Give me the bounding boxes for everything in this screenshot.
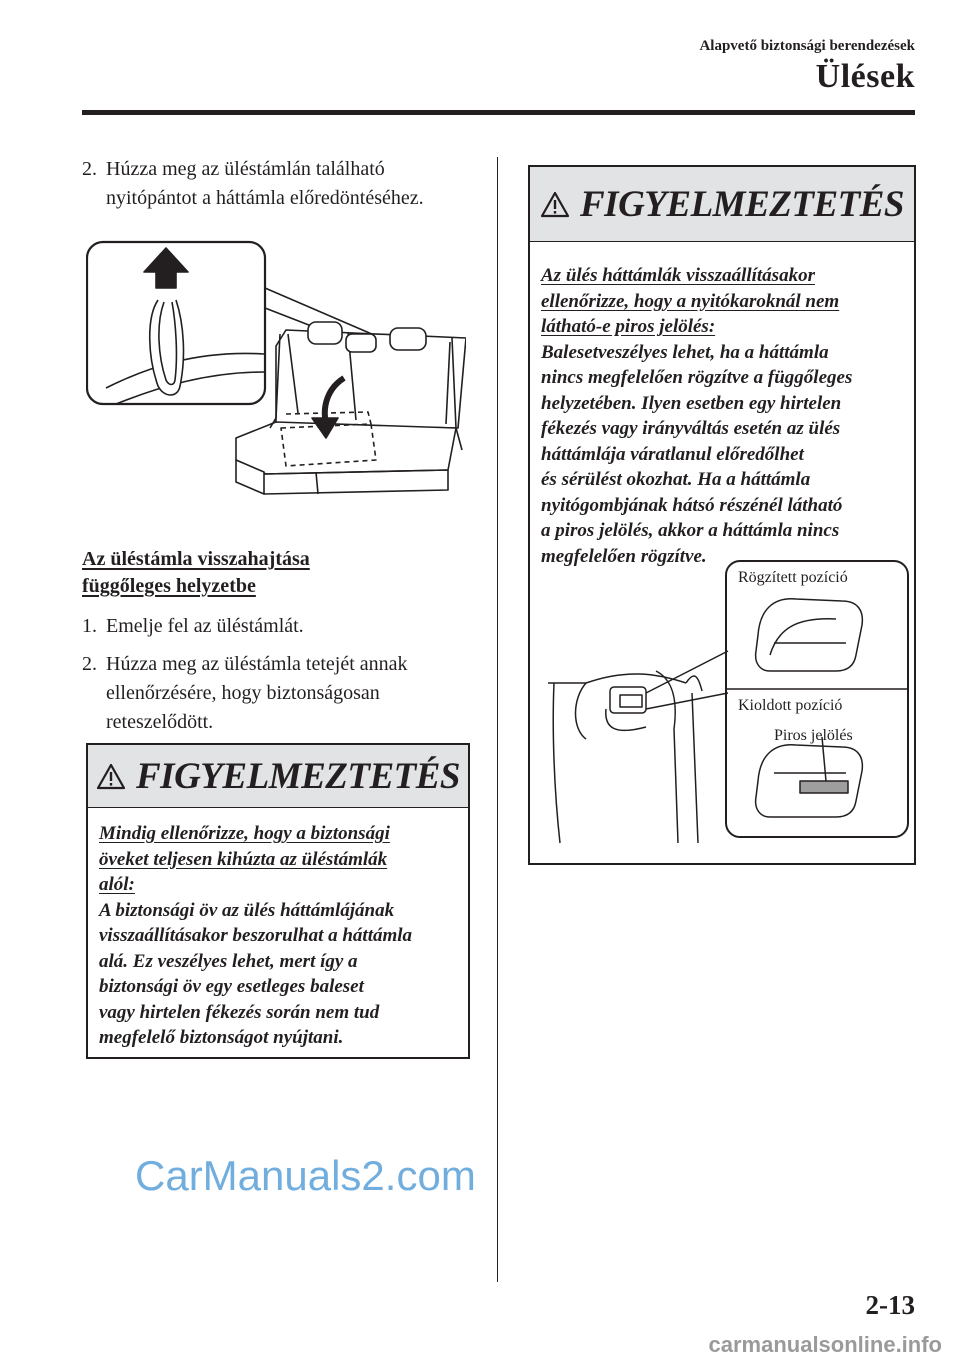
warning-header	[88, 745, 468, 808]
header-divider	[82, 110, 915, 115]
page-number: 2-13	[865, 1290, 915, 1320]
step-number: 1.	[82, 615, 97, 637]
warning-triangle-icon	[96, 763, 126, 790]
label-locked-position: Rögzített pozíció	[738, 569, 848, 586]
warning-title: FIGYELMEZTETÉS	[136, 755, 460, 797]
step-number: 2.	[82, 158, 97, 180]
label-released-position: Kioldott pozíció	[738, 697, 843, 714]
watermark-carmanuals2: CarManuals2.com	[135, 1152, 476, 1199]
page-title: Ülések	[815, 58, 915, 95]
rear-seat-fold-illustration	[86, 238, 466, 498]
release-lever-illustration	[546, 559, 910, 847]
step-text: Húzza meg az üléstámlán található nyitópántot a háttámla előredöntéséhez.	[106, 158, 424, 209]
step-text: Húzza meg az üléstámla tetejét annak ellenőrzésére, hogy biztonságosan reteszelődött.	[106, 653, 408, 733]
column-divider	[497, 157, 498, 1282]
section-subheading: Az üléstámla visszahajtása függőleges helyzetbe	[82, 548, 310, 597]
step-number: 2.	[82, 653, 97, 675]
section-title: Alapvető biztonsági berendezések	[699, 38, 915, 54]
warning-box-seatbelt	[86, 743, 470, 1059]
step-text: Emelje fel az üléstámlát.	[106, 615, 304, 637]
warning-text: Mindig ellenőrizze, hogy a biztonsági öveket teljesen kihúzta az üléstámlák alól: A biztonsági öv az ülés háttámlájának visszaállításakor beszorulhat a háttámla alá. Ez veszélyes lehet, mert így a biztonsági öv egy esetleges baleset vagy hirtelen fékezés során nem tud megfelelő biztonságot nyújtani.	[99, 823, 413, 1048]
warning-header	[530, 167, 914, 242]
watermark-carmanualsonline: carmanualsonline.info	[708, 1332, 942, 1357]
warning-box-red-mark	[528, 165, 916, 865]
warning-title: FIGYELMEZTETÉS	[580, 183, 904, 225]
warning-text: Az ülés háttámlák visszaállításakor ellenőrizze, hogy a nyitókaroknál nem látható-e piros jelölés: Balesetveszélyes lehet, ha a háttámla nincs megfelelően rögzítve a függőleges helyzetében. Ilyen esetben egy hirtelen fékezés vagy irányváltás esetén az ülés háttámlája váratlanul előredőlhet és sérülést okozhat. Ha a háttámla nyitógombjának hátsó részénél látható a piros jelölés, akkor a háttámla nincs megfelelően rögzítve.	[541, 265, 853, 567]
label-red-mark: Piros jelölés	[774, 727, 853, 744]
warning-triangle-icon	[540, 191, 570, 218]
